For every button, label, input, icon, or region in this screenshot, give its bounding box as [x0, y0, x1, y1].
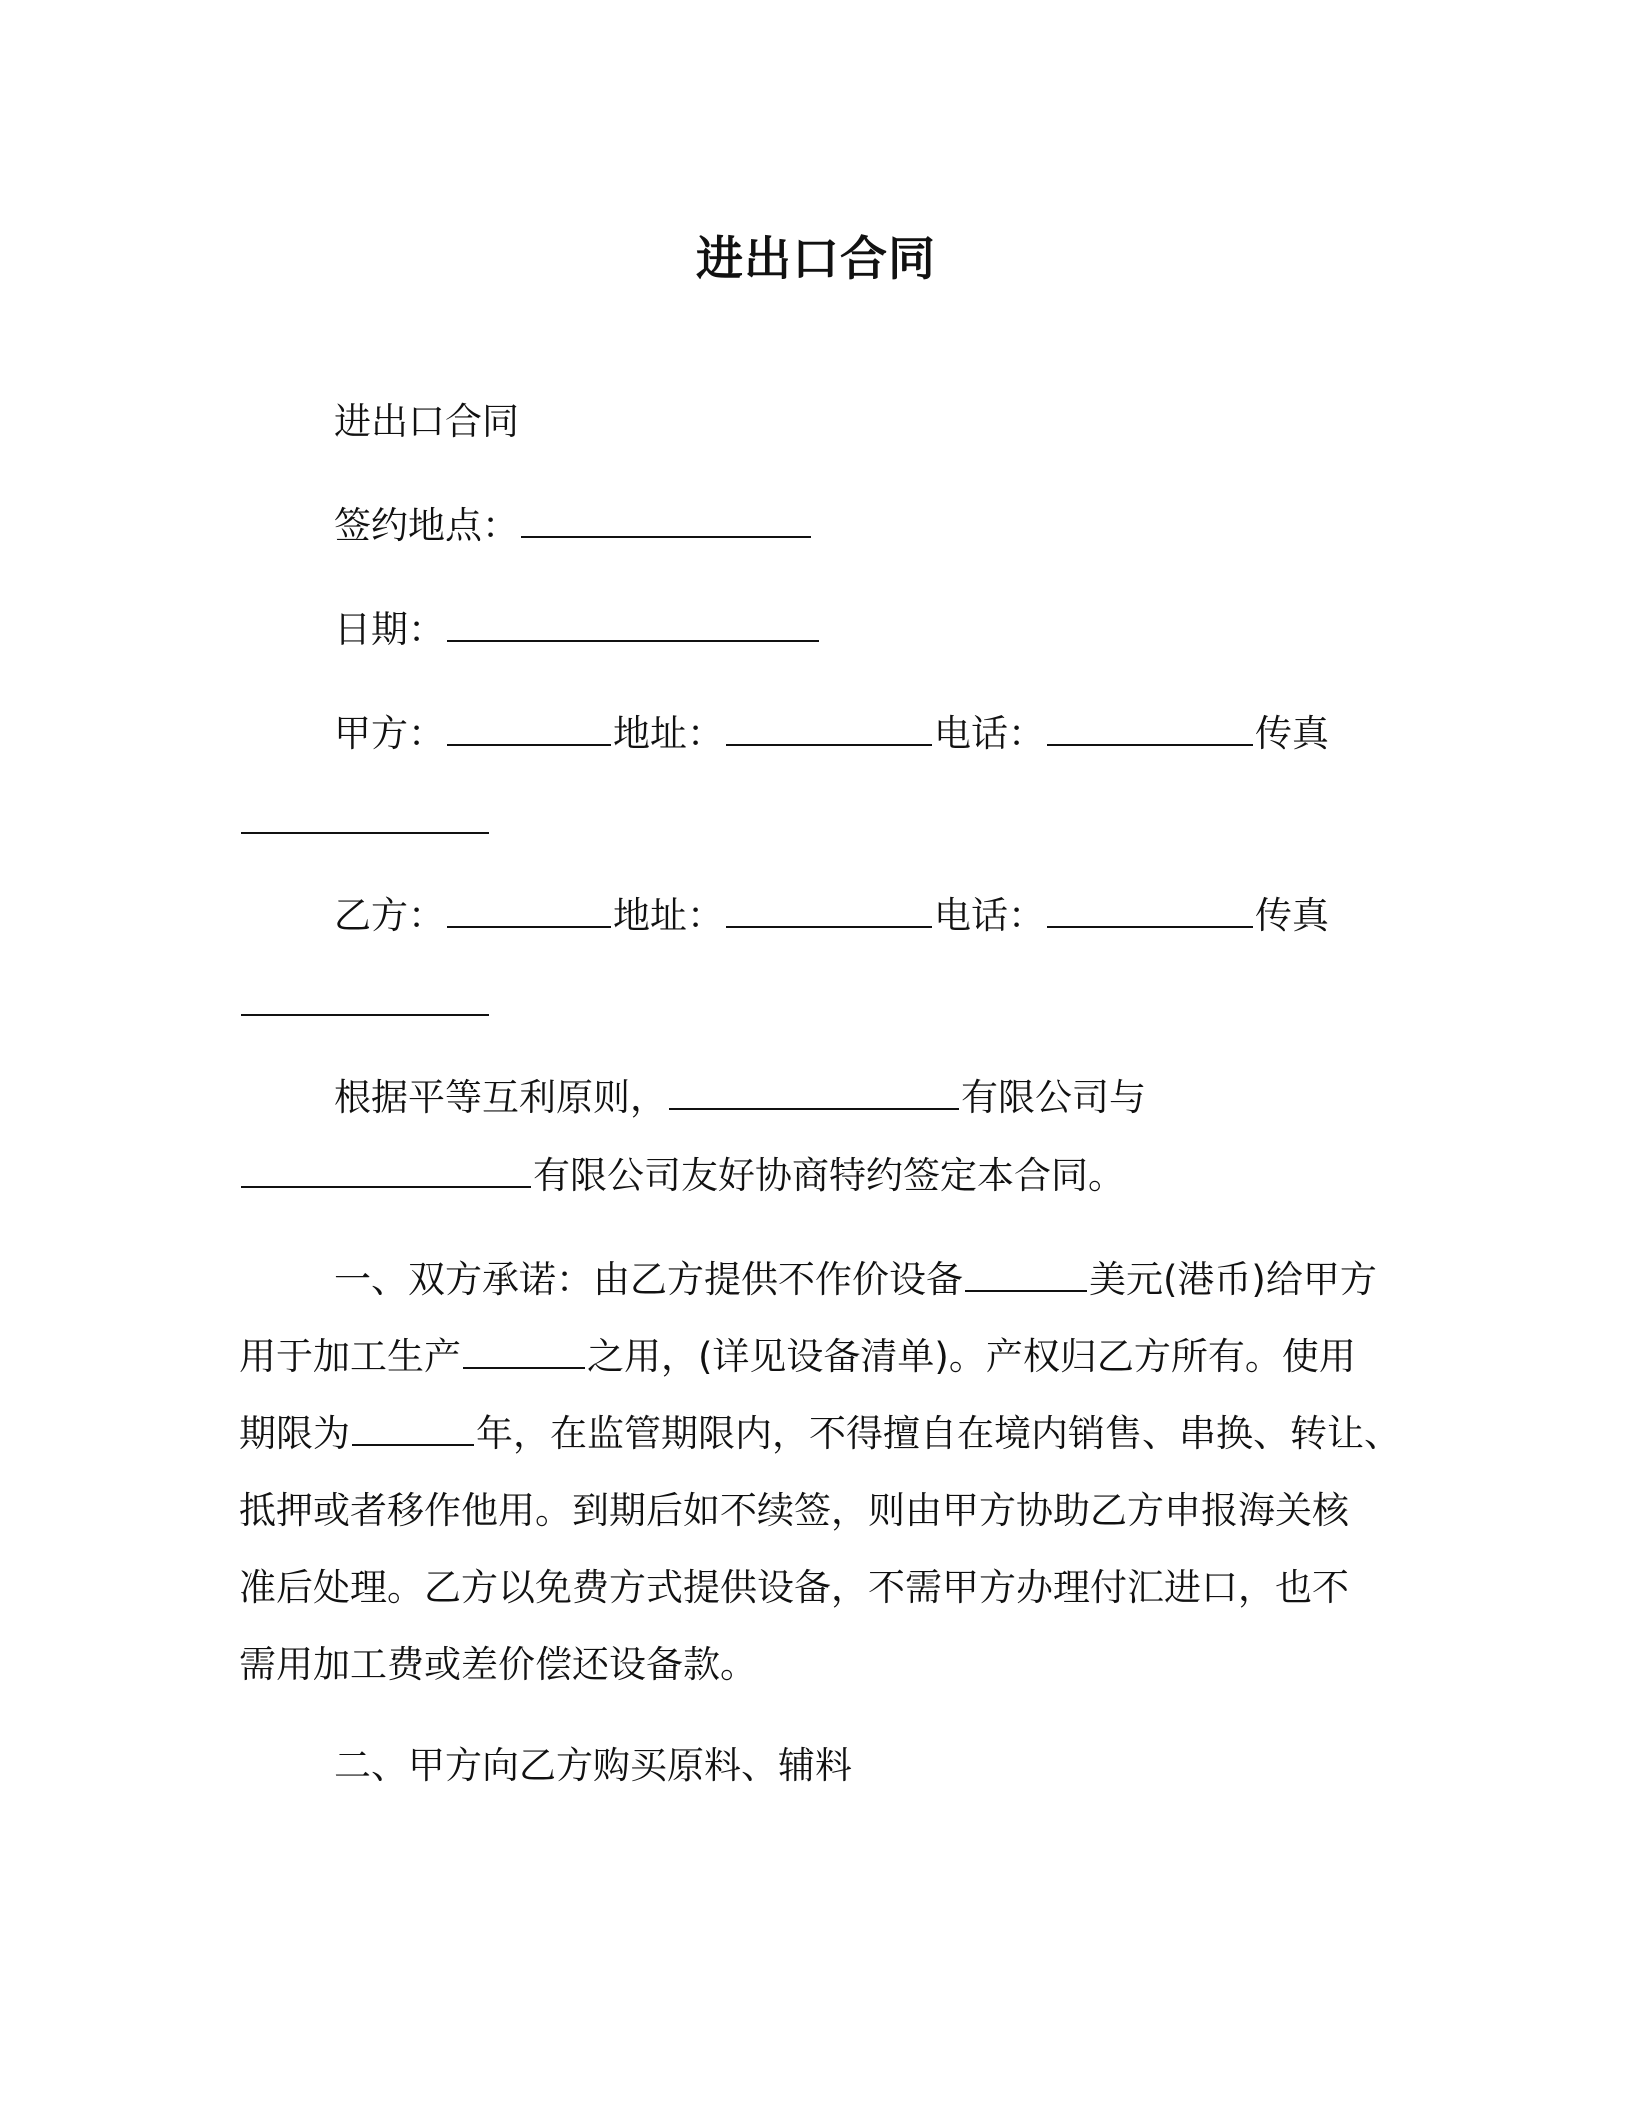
term-years-blank[interactable] — [352, 1410, 474, 1446]
document-subtitle — [334, 398, 519, 446]
party-b-fax-row — [239, 980, 491, 1028]
party-b-phone-label: 电话： — [934, 894, 1045, 937]
equipment-value-blank[interactable] — [965, 1256, 1087, 1292]
clause1-line-2 — [239, 1333, 1356, 1381]
party-a-name-blank[interactable] — [447, 710, 611, 746]
clause1-l3b: 年，在监管期限内，不得擅自在境内销售、串换、转让、 — [476, 1412, 1401, 1455]
sign-place-blank[interactable] — [521, 502, 811, 538]
party-b-phone-blank[interactable] — [1047, 892, 1253, 928]
clause1-line-4 — [239, 1487, 1349, 1535]
date-blank[interactable] — [447, 606, 819, 642]
clause1-line-1 — [334, 1256, 1377, 1304]
clause2-text: 二、甲方向乙方购买原料、辅料 — [334, 1744, 852, 1787]
clause1-l2a: 用于加工生产 — [239, 1335, 461, 1378]
party-b-fax-label: 传真 — [1255, 894, 1329, 937]
party-a-label: 甲方： — [334, 712, 445, 755]
party-a-fax-blank[interactable] — [241, 798, 489, 834]
clause1-l1b: 美元(港币)给甲方 — [1089, 1258, 1377, 1301]
production-blank[interactable] — [463, 1333, 585, 1369]
party-b-name-blank[interactable] — [447, 892, 611, 928]
intro-row-1 — [334, 1074, 1146, 1122]
party-a-phone-blank[interactable] — [1047, 710, 1253, 746]
clause1-l6: 需用加工费或差价偿还设备款。 — [239, 1643, 757, 1686]
party-a-phone-label: 电话： — [934, 712, 1045, 755]
document-title: 进出口合同 — [696, 232, 936, 287]
intro-company-with: 有限公司与 — [961, 1076, 1146, 1119]
party-a-row — [334, 710, 1329, 758]
party-b-address-blank[interactable] — [726, 892, 932, 928]
clause2-heading — [334, 1742, 852, 1790]
clause1-l5: 准后处理。乙方以免费方式提供设备，不需甲方办理付汇进口，也不 — [239, 1566, 1349, 1609]
clause1-line-5 — [239, 1564, 1349, 1612]
intro-row-2 — [239, 1152, 1125, 1200]
clause1-l3a: 期限为 — [239, 1412, 350, 1455]
clause1-l4: 抵押或者移作他用。到期后如不续签，则由甲方协助乙方申报海关核 — [239, 1489, 1349, 1532]
sign-place-row — [334, 502, 813, 550]
party-a-fax-row — [239, 798, 491, 846]
sign-place-label: 签约地点： — [334, 504, 519, 547]
party-b-address-label: 地址： — [613, 894, 724, 937]
party-b-label: 乙方： — [334, 894, 445, 937]
intro-end: 有限公司友好协商特约签定本合同。 — [533, 1154, 1125, 1197]
date-label: 日期： — [334, 608, 445, 651]
party-b-row — [334, 892, 1329, 940]
party-a-fax-label: 传真 — [1255, 712, 1329, 755]
party-a-address-label: 地址： — [613, 712, 724, 755]
clause1-l1a: 一、双方承诺：由乙方提供不作价设备 — [334, 1258, 963, 1301]
clause1-l2b: 之用，(详见设备清单)。产权归乙方所有。使用 — [587, 1335, 1356, 1378]
party-a-address-blank[interactable] — [726, 710, 932, 746]
intro-company-a-blank[interactable] — [669, 1074, 959, 1110]
party-b-fax-blank[interactable] — [241, 980, 489, 1016]
intro-start: 根据平等互利原则， — [334, 1076, 667, 1119]
intro-company-b-blank[interactable] — [241, 1152, 531, 1188]
subtitle-text: 进出口合同 — [334, 400, 519, 443]
clause1-line-6 — [239, 1641, 757, 1689]
clause1-line-3 — [239, 1410, 1401, 1458]
date-row — [334, 606, 821, 654]
